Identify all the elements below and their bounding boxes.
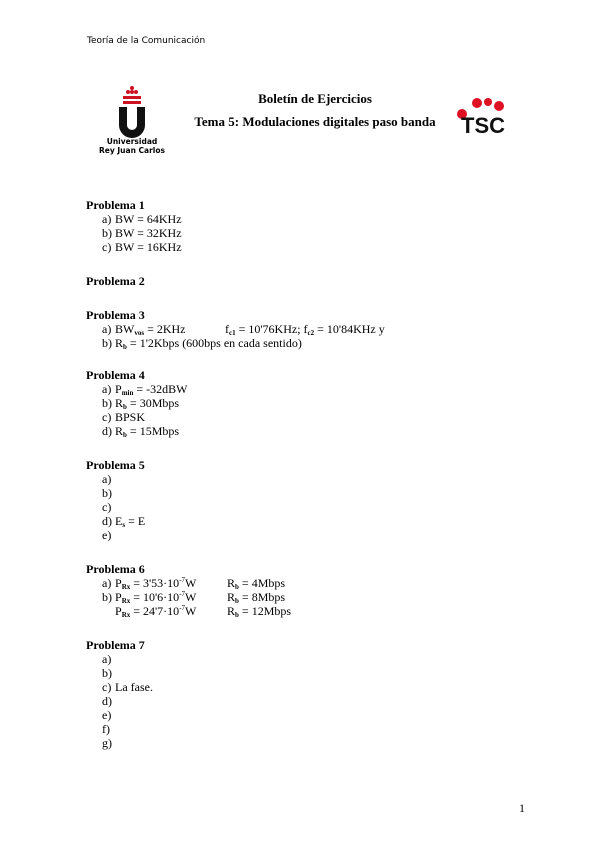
answer-item: c) BW = 16KHz bbox=[102, 240, 182, 254]
answer-item: b) bbox=[102, 486, 112, 500]
problem-4 bbox=[86, 368, 385, 438]
running-header: Teoría de la Comunicación bbox=[87, 36, 206, 46]
answer-item: b) BW = 32KHz bbox=[102, 226, 182, 240]
answer-item: e) bbox=[102, 528, 112, 542]
page-number: 1 bbox=[519, 801, 525, 815]
problem-title: Problema 4 bbox=[86, 368, 145, 382]
urjc-logo-text: Universidad Rey Juan Carlos bbox=[99, 137, 165, 155]
problem-title: Problema 1 bbox=[86, 198, 145, 212]
answer-item: a) $P_{Rx} = 3'53\cdot 10^{-7}W$ $R_b$ = 4Mbps bbox=[102, 576, 286, 591]
answer-item: c) bbox=[102, 500, 112, 514]
answer-item: c) BPSK bbox=[102, 410, 146, 424]
answer-item: $P_{Rx} = 24'7\cdot 10^{-7}W$ $R_b$ = 12Mbps bbox=[115, 604, 292, 619]
answer-item: f) bbox=[102, 722, 110, 736]
problem-title: Problema 2 bbox=[86, 274, 145, 288]
document-title bbox=[175, 87, 455, 133]
answer-item: d) bbox=[102, 694, 112, 708]
tsc-logo-text: TSC bbox=[461, 113, 505, 137]
answer-item: e) bbox=[102, 708, 112, 722]
problem-list bbox=[86, 198, 385, 750]
answer-item: g) bbox=[102, 736, 112, 750]
problem-7 bbox=[86, 638, 385, 750]
answer-item: d) $E_s = E$ bbox=[102, 514, 146, 529]
problem-1 bbox=[86, 198, 385, 254]
answer-item: b) $R_b$ = 1'2Kbps (600bps en cada sentido) bbox=[102, 336, 302, 351]
problem-title: Problema 6 bbox=[86, 562, 145, 576]
answer-item: b) $P_{Rx} = 10'6\cdot 10^{-7}W$ $R_b$ = 8Mbps bbox=[102, 590, 286, 605]
answer-item: a) $P_{min} = -32dBW$ bbox=[102, 382, 188, 397]
problem-6 bbox=[86, 562, 385, 618]
answer-item: a) BW = 64KHz bbox=[102, 212, 182, 226]
problem-title: Problema 5 bbox=[86, 458, 145, 472]
answer-item: a) $BW_{vos} = 2KHz$ $f_{c1} = 10'76KHz$; $f_{c2} = 10'84KHz$ y bbox=[102, 322, 385, 337]
title-line-1: Boletín de Ejercicios bbox=[258, 91, 372, 106]
answer-item: a) bbox=[102, 472, 112, 486]
problem-5 bbox=[86, 458, 385, 542]
problem-title: Problema 3 bbox=[86, 308, 145, 322]
answer-item: c) La fase. bbox=[102, 680, 153, 694]
answer-item: a) bbox=[102, 652, 112, 666]
problem-2 bbox=[86, 274, 385, 288]
problem-3 bbox=[86, 308, 385, 350]
answer-item: b) $R_b$ = 30Mbps bbox=[102, 396, 180, 411]
answer-item: d) $R_b$ = 15Mbps bbox=[102, 424, 180, 439]
title-line-2: Tema 5: Modulaciones digitales paso banda bbox=[194, 114, 436, 129]
answer-item: b) bbox=[102, 666, 112, 680]
tsc-logo bbox=[455, 97, 511, 137]
problem-title: Problema 7 bbox=[86, 638, 145, 652]
